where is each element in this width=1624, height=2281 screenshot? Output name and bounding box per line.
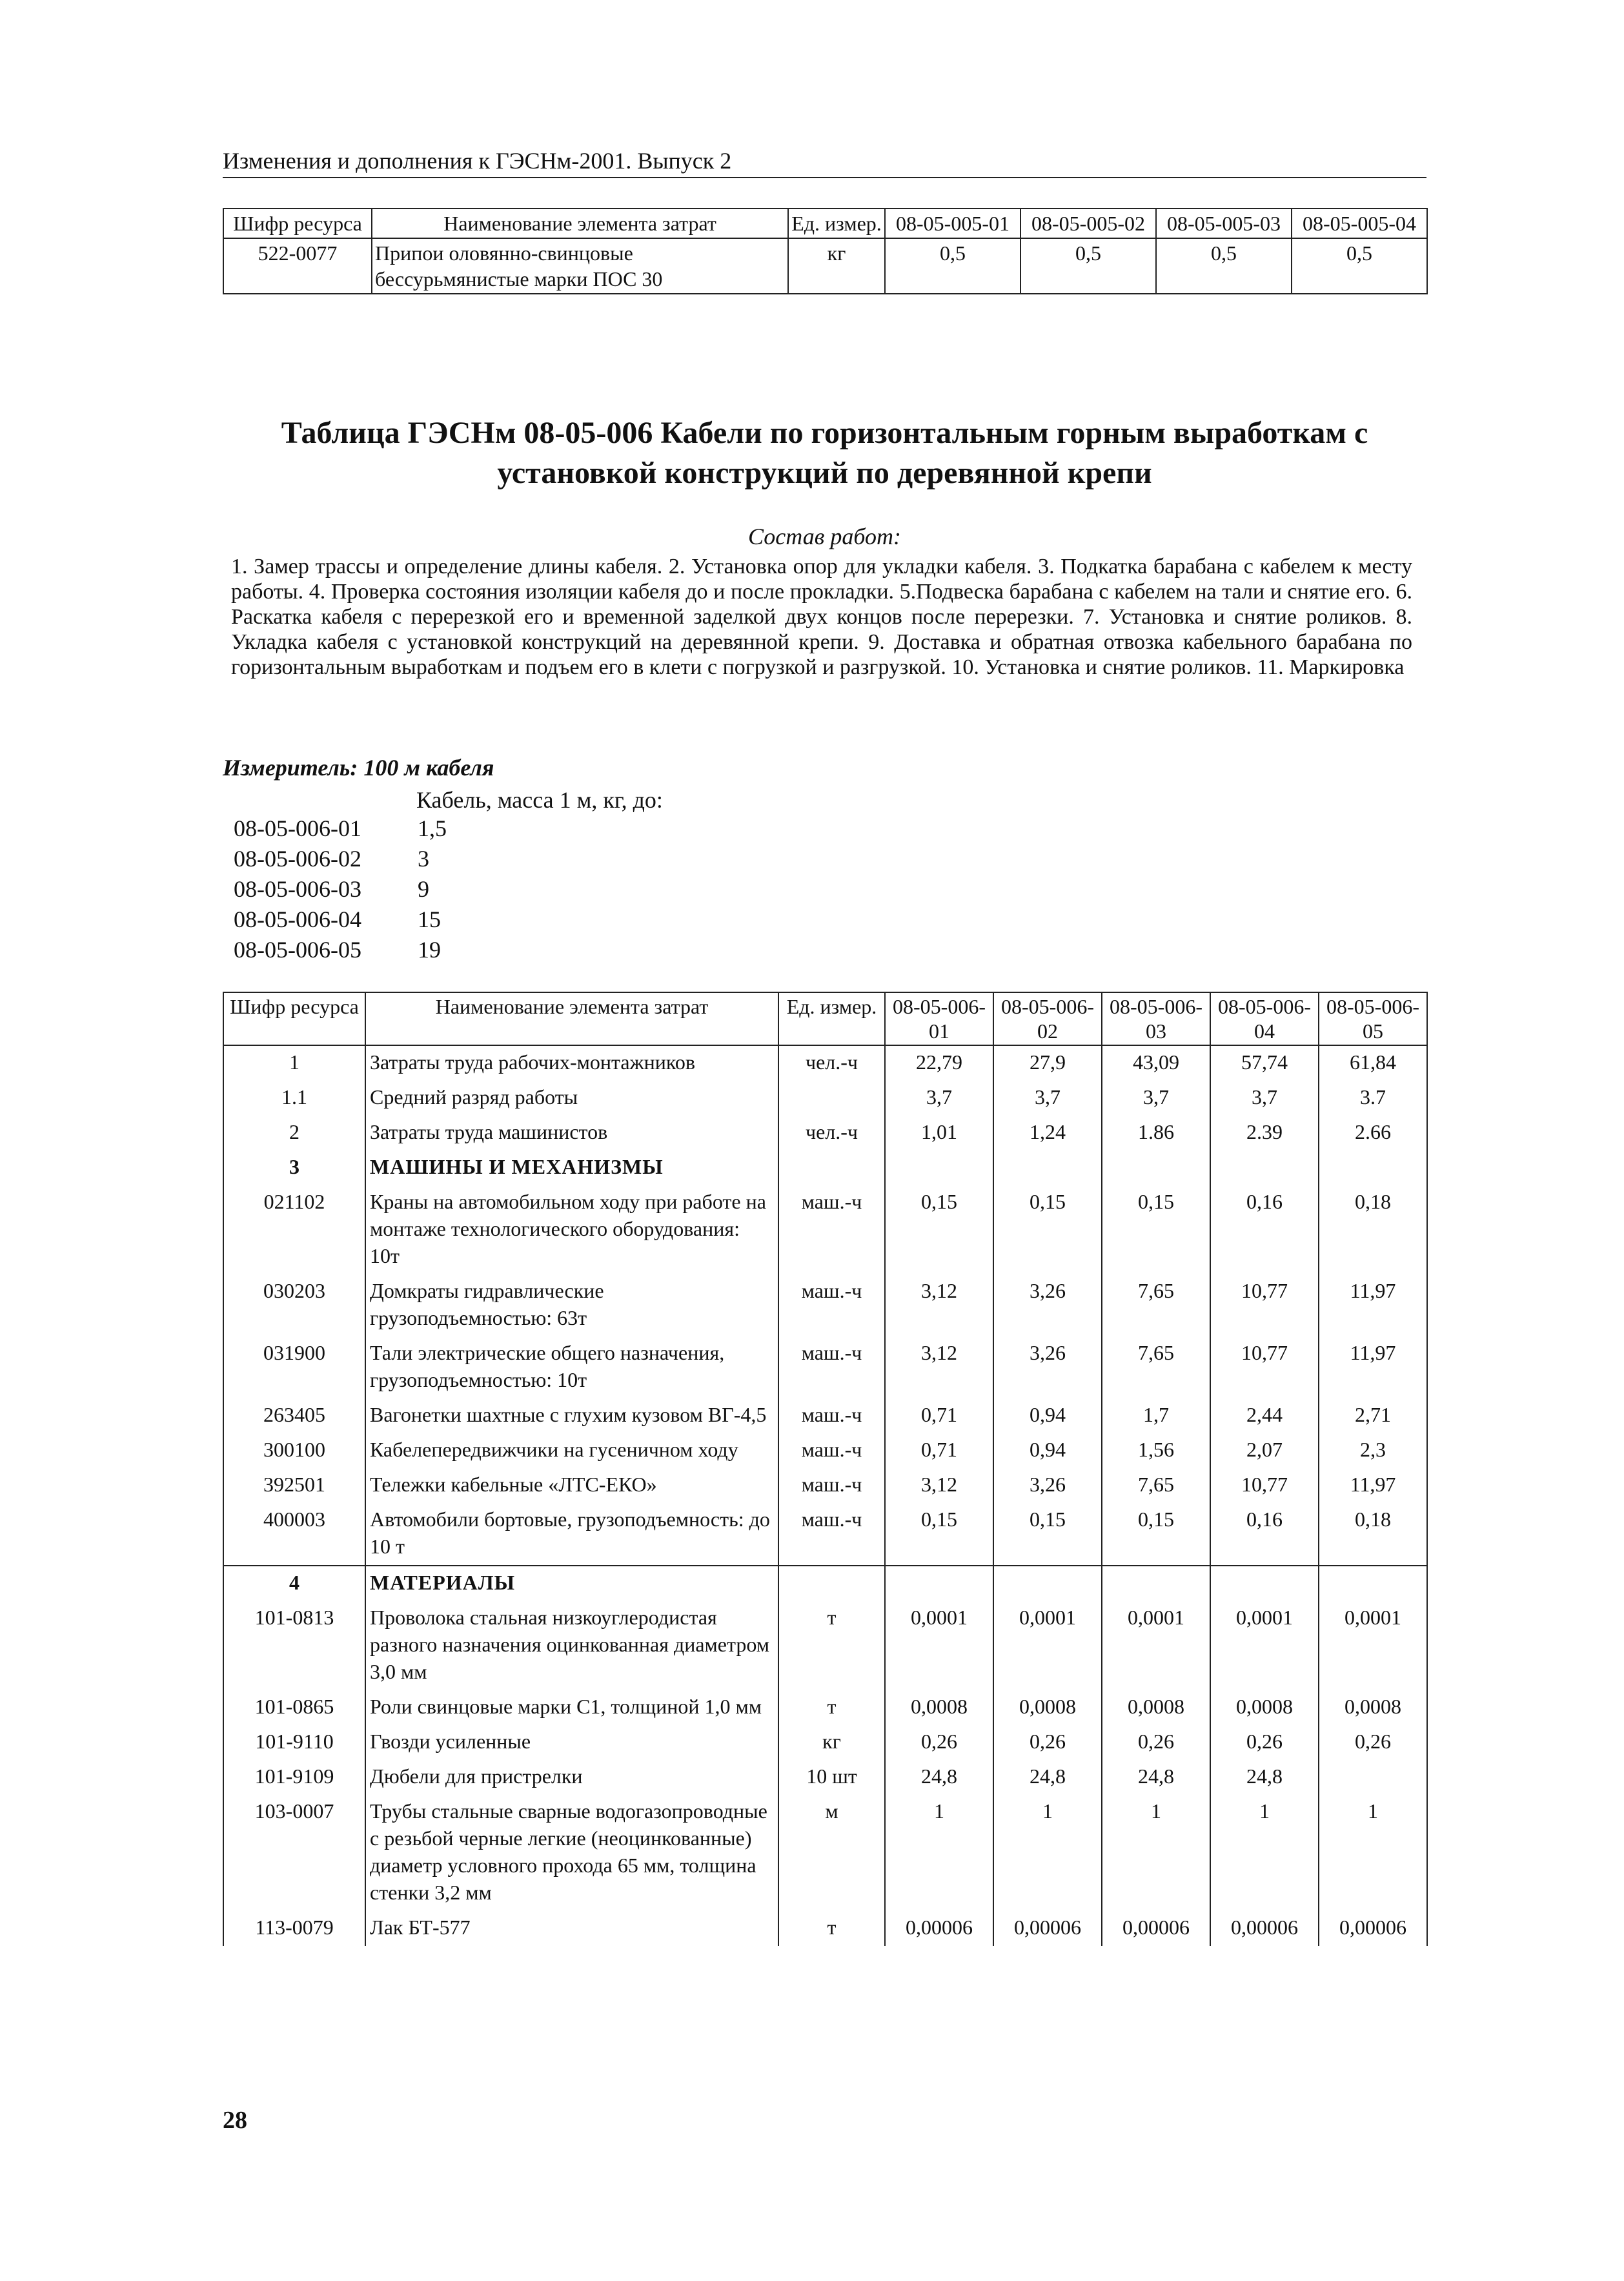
table-cell: 0,15 [885,1185,993,1274]
table-cell: 3,26 [993,1336,1102,1398]
table-cell [1319,1151,1427,1185]
table-cell: 24,8 [993,1760,1102,1795]
table-cell: 1 [885,1795,993,1911]
table-cell: кг [788,238,885,294]
table-cell: 0,00006 [1319,1911,1427,1946]
table-cell: 113-0079 [223,1911,365,1946]
table-cell: 0,15 [1102,1185,1210,1274]
table-cell [1319,1566,1427,1601]
table-cell: 030203 [223,1274,365,1336]
table-cell: 1 [223,1045,365,1081]
table-cell: т [778,1601,885,1690]
table-cell: маш.-ч [778,1185,885,1274]
table-cell: 0,0001 [1319,1601,1427,1690]
table-cell: 2 [223,1116,365,1151]
table-cell: 22,79 [885,1045,993,1081]
table-cell: 263405 [223,1398,365,1433]
table-cell: 0,00006 [885,1911,993,1946]
norm-code: 08-05-006-05 [234,937,361,963]
table-row [223,1151,1427,1185]
table-cell [1210,1151,1319,1185]
table-cell: 0,00006 [993,1911,1102,1946]
table-cell: 1 [1102,1795,1210,1911]
table-cell: 1,01 [885,1116,993,1151]
table-title [223,413,1426,493]
table-cell: Тележки кабельные «ЛТС-ЕКО» [365,1468,778,1503]
table-cell: 0,26 [1210,1725,1319,1760]
column-header: Шифр ресурса [223,209,372,238]
column-header: 08-05-006-03 [1102,992,1210,1045]
table-cell: Лак БТ-577 [365,1911,778,1946]
table-header-row [223,992,1427,1045]
table-cell: 0,26 [1102,1725,1210,1760]
table-cell: 0,0008 [993,1690,1102,1725]
cable-mass-header: Кабель, масса 1 м, кг, до: [416,787,663,813]
table-cell: Затраты труда машинистов [365,1116,778,1151]
table-cell: 0,0008 [1102,1690,1210,1725]
table-cell: 0,5 [885,238,1020,294]
running-header: Изменения и дополнения к ГЭСНм-2001. Выпуск 2 [223,147,1426,178]
table-cell: 021102 [223,1185,365,1274]
table-cell: 24,8 [885,1760,993,1795]
table-cell: 3,26 [993,1274,1102,1336]
table-cell: 0,16 [1210,1185,1319,1274]
norm-code: 08-05-006-04 [234,906,361,932]
table-cell: маш.-ч [778,1503,885,1566]
table-row [223,1725,1427,1760]
table-cell [885,1566,993,1601]
table-cell: 300100 [223,1433,365,1468]
table-cell: 7,65 [1102,1468,1210,1503]
table-cell: 1,7 [1102,1398,1210,1433]
table-row [223,1398,1427,1433]
table-cell: 400003 [223,1503,365,1566]
table-cell: 11,97 [1319,1336,1427,1398]
table-cell: кг [778,1725,885,1760]
table-cell: 0,26 [993,1725,1102,1760]
table-cell [993,1151,1102,1185]
table-row [223,1336,1427,1398]
table-cell: Тали электрические общего назначения, грузоподъемностью: 10т [365,1336,778,1398]
table-cell: Краны на автомобильном ходу при работе на монтаже технологического оборудования: 10т [365,1185,778,1274]
table-cell [1319,1760,1427,1795]
table-cell: 101-0865 [223,1690,365,1725]
table-cell: 3,7 [885,1081,993,1116]
table-cell: 3 [223,1151,365,1185]
column-header: 08-05-006-04 [1210,992,1319,1045]
table-cell: т [778,1911,885,1946]
table-cell: 0,5 [1292,238,1427,294]
table-cell: Припои оловянно-свинцовые бессурьмянистые марки ПОС 30 [372,238,788,294]
table-cell: Вагонетки шахтные с глухим кузовом ВГ-4,5 [365,1398,778,1433]
table-cell: 0,0001 [993,1601,1102,1690]
table-cell: 392501 [223,1468,365,1503]
table-body [223,1045,1427,1946]
column-header: Шифр ресурса [223,992,365,1045]
table-cell: 0,16 [1210,1503,1319,1566]
table-cell: 3,7 [1102,1081,1210,1116]
table-cell: 0,15 [1102,1503,1210,1566]
table-cell [778,1566,885,1601]
table-cell: 0,00006 [1210,1911,1319,1946]
table-cell: 7,65 [1102,1336,1210,1398]
table-cell: Средний разряд работы [365,1081,778,1116]
table-cell: 1 [1210,1795,1319,1911]
norm-codes-list [234,813,447,965]
table-cell: 0,0008 [885,1690,993,1725]
column-header: Ед. измер. [788,209,885,238]
table-cell: 2,44 [1210,1398,1319,1433]
table-cell: 522-0077 [223,238,372,294]
table-cell: 2,3 [1319,1433,1427,1468]
table-cell: 3,26 [993,1468,1102,1503]
table-row [223,1116,1427,1151]
table-cell: 43,09 [1102,1045,1210,1081]
table-cell: Кабелепередвижчики на гусеничном ходу [365,1433,778,1468]
column-header: 08-05-006-05 [1319,992,1427,1045]
table-cell: Проволока стальная низкоуглеродистая разного назначения оцинкованная диаметром 3,0 мм [365,1601,778,1690]
page-number: 28 [223,2107,247,2134]
table-cell: 0,5 [1156,238,1292,294]
table-cell: маш.-ч [778,1274,885,1336]
table-cell: 0,18 [1319,1185,1427,1274]
table-cell: 4 [223,1566,365,1601]
table-cell: 3,12 [885,1468,993,1503]
table-cell: 0,26 [885,1725,993,1760]
table-cell: 101-9109 [223,1760,365,1795]
table-cell: 3,7 [1210,1081,1319,1116]
table-cell: 0,18 [1319,1503,1427,1566]
table-cell: 0,94 [993,1433,1102,1468]
table-row [223,1045,1427,1081]
norm-code: 08-05-006-02 [234,846,361,872]
column-header: 08-05-006-02 [993,992,1102,1045]
table-row [223,1601,1427,1690]
table-cell: 0,5 [1020,238,1156,294]
table-cell: 24,8 [1210,1760,1319,1795]
table-cell: 10,77 [1210,1274,1319,1336]
table-cell: 0,94 [993,1398,1102,1433]
table-cell [993,1566,1102,1601]
table-cell: 2.66 [1319,1116,1427,1151]
list-item [234,813,447,844]
table-cell: 0,0008 [1210,1690,1319,1725]
table-row [223,1760,1427,1795]
table-cell: м [778,1795,885,1911]
table-cell: 0,15 [993,1185,1102,1274]
table-cell: 10,77 [1210,1468,1319,1503]
table-cell [885,1151,993,1185]
table-cell: 3,12 [885,1274,993,1336]
table-cell: 0,00006 [1102,1911,1210,1946]
table-cell: 27,9 [993,1045,1102,1081]
table-cell: 10,77 [1210,1336,1319,1398]
table-cell [1102,1566,1210,1601]
table-cell: 031900 [223,1336,365,1398]
table-cell: 2,07 [1210,1433,1319,1468]
table-cell: 0,0001 [1210,1601,1319,1690]
table-header-row [223,209,1427,238]
cable-mass: 9 [418,876,429,902]
table-cell: 1 [1319,1795,1427,1911]
list-item [234,844,447,874]
works-description: 1. Замер трассы и определение длины кабеля. 2. Установка опор для укладки кабеля. 3. Подкатка барабана с кабелем к месту работы. 4. Проверка состояния изоляции кабеля до и после прокладки. 5.Подвеска барабана с кабелем на тали и снятие его. 6. Раскатка кабеля с перерезкой его и временной заделкой двух концов после перерезки. 7. Установка и снятие роликов. 8. Укладка кабеля с установкой конструкций на деревянной крепи. 9. Доставка и обратная отвозка кабельного барабана по горизонтальным выработкам и подъем его в клети с погрузкой и разгрузкой. 10. Установка и снятие роликов. 11. Маркировка [231,555,1412,679]
table-cell: МАШИНЫ И МЕХАНИЗМЫ [365,1151,778,1185]
table-cell: маш.-ч [778,1468,885,1503]
table-cell: 1.86 [1102,1116,1210,1151]
meter-label: Измеритель: 100 м кабеля [223,755,494,781]
table-row [223,1274,1427,1336]
table-cell: Затраты труда рабочих-монтажников [365,1045,778,1081]
cable-mass: 19 [418,937,441,963]
table-cell: МАТЕРИАЛЫ [365,1566,778,1601]
table-row [223,1468,1427,1503]
column-header: 08-05-005-02 [1020,209,1156,238]
table-cell: 3,7 [993,1081,1102,1116]
table-cell: 1.1 [223,1081,365,1116]
table-title-line: Таблица ГЭСНм 08-05-006 Кабели по горизонтальным горным выработкам с [281,416,1368,450]
table-cell: 11,97 [1319,1468,1427,1503]
table-cell: 0,15 [993,1503,1102,1566]
table-cell [1210,1566,1319,1601]
table-cell: 24,8 [1102,1760,1210,1795]
table-cell: Автомобили бортовые, грузоподъемность: до 10 т [365,1503,778,1566]
norm-code: 08-05-006-03 [234,876,361,902]
column-header: 08-05-006-01 [885,992,993,1045]
table-cell: 0,15 [885,1503,993,1566]
column-header: 08-05-005-01 [885,209,1020,238]
table-cell: 0,0008 [1319,1690,1427,1725]
table-cell: Домкраты гидравлические грузоподъемностью: 63т [365,1274,778,1336]
table-cell: 1,24 [993,1116,1102,1151]
table-cell: Трубы стальные сварные водогазопроводные с резьбой черные легкие (неоцинкованные) диаметр условного прохода 65 мм, толщина стенки 3,2 мм [365,1795,778,1911]
resource-table-005 [223,208,1428,294]
table-cell: 3,12 [885,1336,993,1398]
table-cell: чел.-ч [778,1045,885,1081]
table-cell: 2.39 [1210,1116,1319,1151]
table-cell: 10 шт [778,1760,885,1795]
table-cell: 11,97 [1319,1274,1427,1336]
table-row [223,1433,1427,1468]
table-cell [1102,1151,1210,1185]
table-cell: 0,26 [1319,1725,1427,1760]
table-row [223,1911,1427,1946]
column-header: 08-05-005-04 [1292,209,1427,238]
column-header: Ед. измер. [778,992,885,1045]
cable-mass: 3 [418,846,429,872]
list-item [234,905,447,935]
table-cell: 103-0007 [223,1795,365,1911]
table-cell: 0,71 [885,1433,993,1468]
cable-mass: 15 [418,906,441,932]
table-cell: 101-9110 [223,1725,365,1760]
table-row [223,1503,1427,1566]
column-header: Наименование элемента затрат [365,992,778,1045]
table-cell: маш.-ч [778,1433,885,1468]
table-cell: Роли свинцовые марки С1, толщиной 1,0 мм [365,1690,778,1725]
list-item [234,935,447,965]
table-cell: чел.-ч [778,1116,885,1151]
table-row [223,1185,1427,1274]
table-row [223,1690,1427,1725]
table-cell: 61,84 [1319,1045,1427,1081]
column-header: Наименование элемента затрат [372,209,788,238]
resource-table-006 [223,992,1428,1946]
norm-code: 08-05-006-01 [234,815,361,841]
column-header: 08-05-005-03 [1156,209,1292,238]
table-cell: 2,71 [1319,1398,1427,1433]
table-cell: 101-0813 [223,1601,365,1690]
table-cell [778,1151,885,1185]
table-cell: маш.-ч [778,1398,885,1433]
cable-mass: 1,5 [418,815,447,841]
table-cell [778,1081,885,1116]
table-row [223,238,1427,294]
table-cell: 0,0001 [1102,1601,1210,1690]
list-item [234,874,447,905]
table-cell: т [778,1690,885,1725]
table-cell: 1,56 [1102,1433,1210,1468]
table-title-line: установкой конструкций по деревянной крепи [497,456,1152,490]
works-heading: Состав работ: [748,524,901,549]
table-cell: 3.7 [1319,1081,1427,1116]
table-cell: Дюбели для пристрелки [365,1760,778,1795]
table-cell: 57,74 [1210,1045,1319,1081]
table-cell: 7,65 [1102,1274,1210,1336]
table-row [223,1081,1427,1116]
table-cell: 1 [993,1795,1102,1911]
table-row [223,1566,1427,1601]
table-cell: Гвозди усиленные [365,1725,778,1760]
table-row [223,1795,1427,1911]
table-cell: 0,0001 [885,1601,993,1690]
table-cell: 0,71 [885,1398,993,1433]
table-cell: маш.-ч [778,1336,885,1398]
